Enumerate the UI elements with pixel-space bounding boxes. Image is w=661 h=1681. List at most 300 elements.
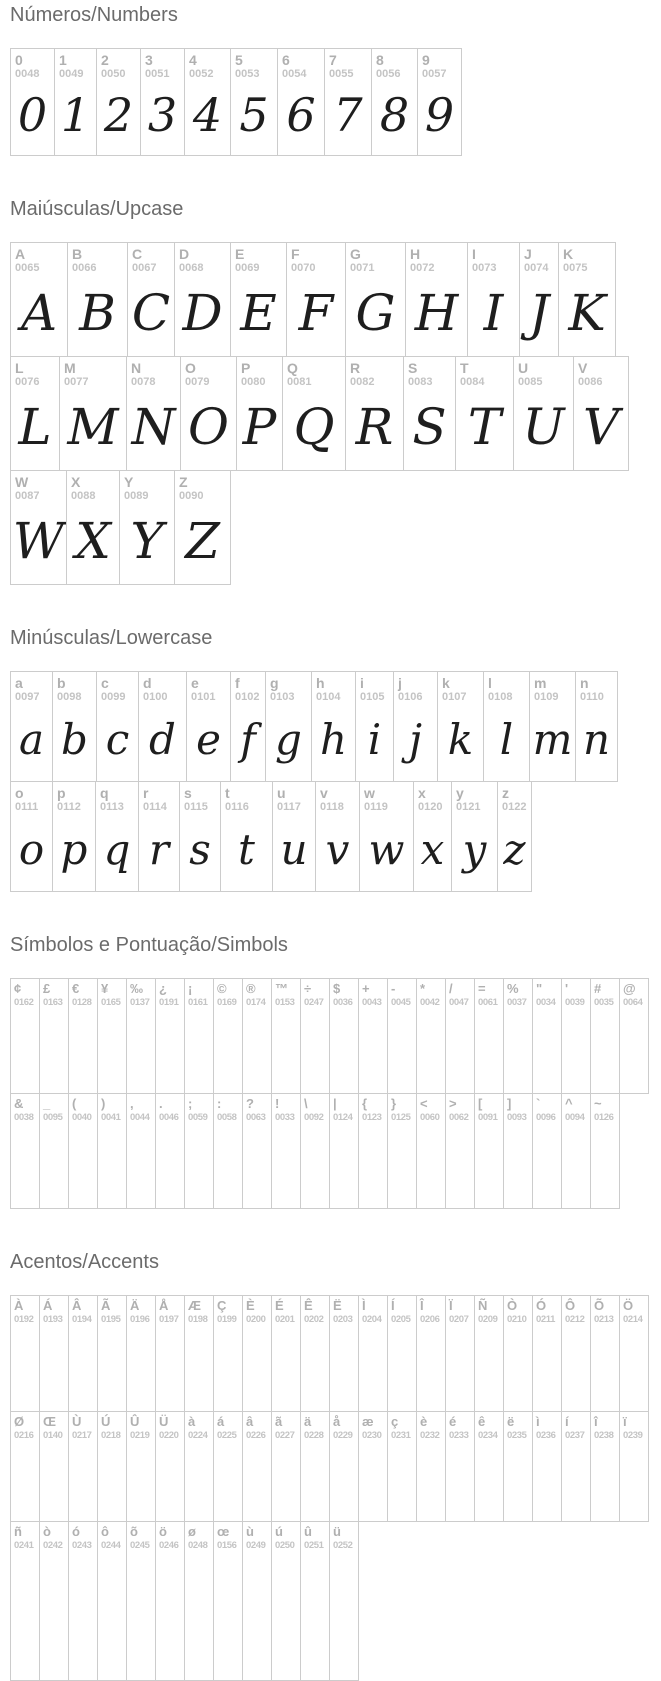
- cell-label: [127, 1412, 155, 1442]
- cell-unicode-code: 0058: [217, 1111, 237, 1123]
- cell-character-label: t: [225, 785, 230, 801]
- cell-character-label: ò: [43, 1524, 51, 1539]
- cell-glyph-preview: [69, 1442, 97, 1521]
- cell-character-label: æ: [362, 1414, 374, 1429]
- cell-character-label: ü: [333, 1524, 341, 1539]
- cell-glyph-preview: g: [275, 714, 302, 764]
- cell-label: [388, 1296, 416, 1326]
- cell-label: [356, 672, 393, 705]
- cell-character-label: 3: [145, 52, 153, 68]
- cell-character-label: ': [565, 981, 569, 996]
- cell-glyph-preview: D: [182, 283, 223, 342]
- cell-character-label: ÷: [304, 981, 312, 996]
- cell-glyph-preview: L: [18, 397, 52, 456]
- cell-label: [185, 1094, 213, 1124]
- cell-glyph-preview: [156, 1326, 184, 1411]
- cell-character-label: .: [159, 1096, 163, 1111]
- cell-unicode-code: 0213: [594, 1313, 614, 1325]
- glyph-cell: [230, 671, 266, 782]
- glyph-cell: [184, 1295, 214, 1412]
- cell-label: [40, 1296, 68, 1326]
- cell-label: [243, 1296, 271, 1326]
- cell-label: [98, 1094, 126, 1124]
- cell-glyph-preview: [243, 1326, 271, 1411]
- cell-character-label: Ö: [623, 1298, 634, 1313]
- cell-character-label: ¿: [159, 981, 167, 996]
- cell-character-label: K: [563, 246, 574, 262]
- cell-unicode-code: 0076: [15, 376, 40, 389]
- cell-label: [316, 782, 359, 815]
- cell-glyph-preview: [11, 1009, 39, 1093]
- glyph-cell: [455, 356, 514, 471]
- cell-label: [156, 1094, 184, 1124]
- cell-label: [359, 1296, 387, 1326]
- cell-character-label: w: [364, 785, 375, 801]
- glyph-cell: [513, 356, 574, 471]
- cell-unicode-code: 0067: [132, 262, 157, 275]
- cell-unicode-code: 0050: [101, 68, 126, 81]
- cell-label: [475, 1296, 503, 1326]
- cell-character-label: ú: [275, 1524, 283, 1539]
- glyph-cell: [230, 242, 287, 357]
- glyph-cell: [315, 781, 360, 892]
- cell-glyph-preview: [40, 1442, 68, 1521]
- cell-glyph-preview: [533, 1442, 561, 1521]
- glyph-cell: [355, 671, 394, 782]
- cell-glyph-preview: N: [131, 397, 176, 456]
- glyph-cell: [68, 1521, 98, 1681]
- cell-unicode-code: 0077: [64, 376, 89, 389]
- cell-unicode-code: 0195: [101, 1313, 121, 1325]
- glyph-cell: [393, 671, 438, 782]
- cell-label: [418, 49, 461, 82]
- glyph-cell: [403, 356, 456, 471]
- cell-label: [272, 1412, 300, 1442]
- cell-glyph-preview: R: [355, 397, 394, 456]
- cell-unicode-code: 0236: [536, 1429, 556, 1441]
- cell-unicode-code: 0086: [578, 376, 603, 389]
- cell-glyph-preview: [214, 1009, 242, 1093]
- glyph-cell: [590, 1093, 620, 1209]
- cell-label: [504, 979, 532, 1009]
- cell-label: [272, 1094, 300, 1124]
- cell-character-label: 7: [329, 52, 337, 68]
- cell-glyph-preview: [446, 1326, 474, 1411]
- section-title-upcase: Maiúsculas/Upcase: [10, 198, 184, 220]
- section-title-lowercase: Minúsculas/Lowercase: [10, 627, 213, 649]
- cell-label: [98, 1522, 126, 1552]
- cell-glyph-preview: [330, 1009, 358, 1093]
- glyph-cell: [329, 1411, 359, 1522]
- cell-unicode-code: 0156: [217, 1539, 237, 1551]
- cell-unicode-code: 0119: [364, 801, 388, 814]
- cell-glyph-preview: [185, 1009, 213, 1093]
- cell-glyph-preview: [533, 1124, 561, 1208]
- cell-unicode-code: 0233: [449, 1429, 469, 1441]
- glyph-cell: [39, 978, 69, 1094]
- cell-label: [185, 1412, 213, 1442]
- cell-glyph-preview: [533, 1326, 561, 1411]
- glyph-cell: [10, 1093, 40, 1209]
- cell-glyph-preview: [185, 1442, 213, 1521]
- cell-unicode-code: 0100: [143, 691, 168, 704]
- glyph-cell: [230, 48, 278, 156]
- cell-label: [180, 782, 220, 815]
- cell-character-label: Í: [391, 1298, 395, 1313]
- cell-character-label: P: [241, 360, 251, 376]
- glyph-cell: [561, 1411, 591, 1522]
- cell-character-label: %: [507, 981, 519, 996]
- cell-label: [127, 1094, 155, 1124]
- cell-glyph-preview: [11, 1124, 39, 1208]
- cell-character-label: ‰: [130, 981, 143, 996]
- cell-label: [498, 782, 531, 815]
- cell-glyph-preview: [98, 1442, 126, 1521]
- cell-unicode-code: 0202: [304, 1313, 324, 1325]
- cell-character-label: ä: [304, 1414, 312, 1429]
- cell-character-label: \: [304, 1096, 308, 1111]
- cell-character-label: @: [623, 981, 636, 996]
- glyph-cell: [265, 671, 312, 782]
- cell-glyph-preview: [562, 1124, 590, 1208]
- cell-character-label: ì: [536, 1414, 540, 1429]
- cell-unicode-code: 0092: [304, 1111, 324, 1123]
- cell-glyph-preview: y: [462, 824, 487, 874]
- cell-glyph-preview: 5: [239, 88, 269, 143]
- cell-glyph-preview: J: [528, 283, 550, 342]
- cell-glyph-preview: [40, 1552, 68, 1680]
- cell-unicode-code: 0034: [536, 996, 556, 1008]
- glyph-row: [10, 356, 661, 471]
- cell-glyph-preview: 3: [147, 88, 178, 143]
- cell-character-label: 2: [101, 52, 109, 68]
- glyph-cell: [126, 1521, 156, 1681]
- cell-character-label: r: [143, 785, 149, 801]
- cell-glyph-preview: [417, 1326, 445, 1411]
- cell-character-label: ¡: [188, 981, 193, 996]
- cell-label: [272, 1296, 300, 1326]
- cell-character-label: ]: [507, 1096, 512, 1111]
- cell-glyph-preview: [388, 1009, 416, 1093]
- cell-label: [330, 1094, 358, 1124]
- cell-unicode-code: 0203: [333, 1313, 353, 1325]
- cell-glyph-preview: W: [12, 511, 65, 570]
- glyph-cell: [155, 978, 185, 1094]
- cell-character-label: 6: [282, 52, 290, 68]
- glyph-row: [10, 1295, 661, 1412]
- cell-unicode-code: 0153: [275, 996, 295, 1008]
- cell-character-label: î: [594, 1414, 598, 1429]
- glyph-cell: [184, 978, 214, 1094]
- section-title-numbers: Números/Numbers: [10, 4, 178, 26]
- cell-character-label: `: [536, 1096, 541, 1111]
- cell-character-label: Û: [130, 1414, 140, 1429]
- glyph-cell: [10, 48, 55, 156]
- glyph-cell: [180, 356, 237, 471]
- cell-label: [214, 1296, 242, 1326]
- cell-character-label: H: [410, 246, 421, 262]
- cell-label: [272, 979, 300, 1009]
- glyph-cell: [10, 781, 53, 892]
- glyph-cell: [474, 1411, 504, 1522]
- cell-label: [394, 672, 437, 705]
- cell-unicode-code: 0251: [304, 1539, 324, 1551]
- cell-character-label: N: [131, 360, 142, 376]
- cell-character-label: C: [132, 246, 143, 262]
- glyph-cell: [561, 978, 591, 1094]
- glyph-cell: [213, 1411, 243, 1522]
- cell-unicode-code: 0063: [246, 1111, 266, 1123]
- cell-character-label: E: [235, 246, 245, 262]
- cell-label: [243, 1094, 271, 1124]
- cell-unicode-code: 0161: [188, 996, 208, 1008]
- glyph-cell: [532, 1093, 562, 1209]
- cell-character-label: ã: [275, 1414, 283, 1429]
- cell-character-label: ë: [507, 1414, 515, 1429]
- cell-label: [562, 1094, 590, 1124]
- cell-unicode-code: 0071: [350, 262, 375, 275]
- cell-glyph-preview: [562, 1442, 590, 1521]
- cell-unicode-code: 0068: [179, 262, 204, 275]
- cell-unicode-code: 0163: [43, 996, 63, 1008]
- glyph-cell: [126, 978, 156, 1094]
- cell-glyph-preview: w: [368, 824, 405, 874]
- cell-unicode-code: 0060: [420, 1111, 440, 1123]
- cell-unicode-code: 0056: [376, 68, 401, 81]
- cell-label: [98, 979, 126, 1009]
- cell-character-label: I: [472, 246, 476, 262]
- cell-label: [214, 979, 242, 1009]
- cell-character-label: T: [460, 360, 469, 376]
- cell-unicode-code: 0085: [518, 376, 543, 389]
- cell-unicode-code: 0209: [478, 1313, 498, 1325]
- cell-label: [533, 1296, 561, 1326]
- cell-character-label: a: [15, 675, 23, 691]
- cell-label: [185, 49, 230, 82]
- cell-unicode-code: 0107: [442, 691, 467, 704]
- glyph-cell: [405, 242, 468, 357]
- cell-character-label: À: [14, 1298, 24, 1313]
- cell-character-label: È: [246, 1298, 255, 1313]
- cell-unicode-code: 0232: [420, 1429, 440, 1441]
- cell-unicode-code: 0069: [235, 262, 260, 275]
- cell-character-label: 9: [422, 52, 430, 68]
- cell-unicode-code: 0243: [72, 1539, 92, 1551]
- cell-label: [55, 49, 96, 82]
- section-upcase: [0, 198, 661, 585]
- cell-unicode-code: 0055: [329, 68, 354, 81]
- cell-glyph-preview: [620, 1326, 648, 1411]
- cell-unicode-code: 0101: [191, 691, 216, 704]
- cell-label: [417, 979, 445, 1009]
- cell-glyph-preview: C: [131, 283, 171, 342]
- cell-glyph-preview: [69, 1552, 97, 1680]
- cell-label: [214, 1094, 242, 1124]
- cell-label: [98, 1412, 126, 1442]
- cell-glyph-preview: j: [408, 714, 423, 764]
- cell-unicode-code: 0111: [15, 801, 39, 814]
- cell-glyph-preview: t: [238, 824, 255, 874]
- cell-character-label: :: [217, 1096, 222, 1111]
- cell-character-label: !: [275, 1096, 280, 1111]
- cell-character-label: Ï: [449, 1298, 453, 1313]
- cell-label: [283, 357, 345, 390]
- cell-unicode-code: 0079: [185, 376, 210, 389]
- glyph-cell: [97, 1521, 127, 1681]
- cell-glyph-preview: [214, 1124, 242, 1208]
- cell-unicode-code: 0097: [15, 691, 40, 704]
- glyph-cell: [220, 781, 273, 892]
- glyph-cell: [95, 781, 139, 892]
- cell-label: [231, 243, 286, 276]
- cell-character-label: 0: [15, 52, 23, 68]
- cell-label: [237, 357, 282, 390]
- cell-label: [414, 782, 451, 815]
- cell-character-label: é: [449, 1414, 457, 1429]
- cell-unicode-code: 0095: [43, 1111, 63, 1123]
- glyph-cell: [503, 1411, 533, 1522]
- cell-unicode-code: 0250: [275, 1539, 295, 1551]
- cell-glyph-preview: 7: [333, 88, 363, 143]
- cell-unicode-code: 0201: [275, 1313, 295, 1325]
- cell-glyph-preview: 9: [424, 88, 455, 143]
- cell-label: [388, 1094, 416, 1124]
- cell-character-label: á: [217, 1414, 225, 1429]
- cell-glyph-preview: [330, 1552, 358, 1680]
- glyph-cell: [451, 781, 498, 892]
- cell-character-label: k: [442, 675, 450, 691]
- cell-glyph-preview: [301, 1442, 329, 1521]
- cell-unicode-code: 0115: [184, 801, 208, 814]
- cell-label: [181, 357, 236, 390]
- cell-unicode-code: 0225: [217, 1429, 237, 1441]
- cell-glyph-preview: [272, 1552, 300, 1680]
- cell-unicode-code: 0162: [14, 996, 34, 1008]
- cell-label: [574, 357, 628, 390]
- cell-label: [53, 672, 96, 705]
- cell-label: [514, 357, 573, 390]
- cell-glyph-preview: [127, 1124, 155, 1208]
- cell-label: [559, 243, 615, 276]
- cell-label: [325, 49, 371, 82]
- cell-label: [11, 243, 67, 276]
- cell-character-label: $: [333, 981, 341, 996]
- cell-character-label: Å: [159, 1298, 169, 1313]
- cell-glyph-preview: [185, 1326, 213, 1411]
- glyph-cell: [271, 1093, 301, 1209]
- cell-glyph-preview: [359, 1326, 387, 1411]
- glyph-cell: [242, 1295, 272, 1412]
- cell-character-label: W: [15, 474, 29, 490]
- cell-unicode-code: 0204: [362, 1313, 382, 1325]
- glyph-row: [10, 470, 661, 585]
- glyph-cell: [54, 48, 97, 156]
- glyph-grid-numbers: [10, 48, 661, 156]
- glyph-cell: [387, 1093, 417, 1209]
- glyph-cell: [140, 48, 185, 156]
- cell-label: [562, 1296, 590, 1326]
- cell-unicode-code: 0099: [101, 691, 126, 704]
- glyph-cell: [358, 1093, 388, 1209]
- glyph-cell: [561, 1295, 591, 1412]
- glyph-cell: [282, 356, 346, 471]
- cell-glyph-preview: [11, 1552, 39, 1680]
- cell-label: [452, 782, 497, 815]
- cell-character-label: Â: [72, 1298, 82, 1313]
- cell-unicode-code: 0047: [449, 996, 469, 1008]
- cell-unicode-code: 0194: [72, 1313, 92, 1325]
- cell-unicode-code: 0112: [57, 801, 81, 814]
- cell-unicode-code: 0070: [291, 262, 316, 275]
- glyph-cell: [519, 242, 559, 357]
- cell-unicode-code: 0216: [14, 1429, 34, 1441]
- cell-unicode-code: 0140: [43, 1429, 63, 1441]
- cell-label: [67, 471, 119, 504]
- glyph-cell: [445, 1093, 475, 1209]
- cell-character-label: *: [420, 981, 426, 996]
- cell-character-label: û: [304, 1524, 312, 1539]
- cell-character-label: å: [333, 1414, 341, 1429]
- glyph-cell: [286, 242, 346, 357]
- cell-label: [504, 1094, 532, 1124]
- cell-character-label: ,: [130, 1096, 134, 1111]
- section-numbers: [0, 4, 661, 156]
- glyph-cell: [213, 1295, 243, 1412]
- cell-unicode-code: 0212: [565, 1313, 585, 1325]
- cell-label: [40, 1522, 68, 1552]
- cell-character-label: â: [246, 1414, 254, 1429]
- glyph-cell: [174, 242, 231, 357]
- glyph-cell: [10, 242, 68, 357]
- cell-label: [53, 782, 95, 815]
- cell-unicode-code: 0094: [565, 1111, 585, 1123]
- cell-glyph-preview: [591, 1009, 619, 1093]
- glyph-cell: [67, 242, 128, 357]
- cell-glyph-preview: [98, 1124, 126, 1208]
- cell-label: [69, 1094, 97, 1124]
- cell-unicode-code: 0045: [391, 996, 411, 1008]
- cell-glyph-preview: f: [240, 714, 256, 764]
- cell-character-label: à: [188, 1414, 196, 1429]
- cell-unicode-code: 0057: [422, 68, 447, 81]
- cell-label: [185, 1296, 213, 1326]
- cell-label: [533, 979, 561, 1009]
- cell-unicode-code: 0229: [333, 1429, 353, 1441]
- section-symbols: [0, 934, 661, 1209]
- cell-label: [68, 243, 127, 276]
- cell-unicode-code: 0211: [536, 1313, 556, 1325]
- cell-glyph-preview: A: [20, 283, 58, 342]
- glyph-cell: [345, 242, 406, 357]
- cell-glyph-preview: [446, 1124, 474, 1208]
- cell-glyph-preview: F: [298, 283, 334, 342]
- glyph-cell: [329, 1521, 359, 1681]
- cell-character-label: f: [235, 675, 240, 691]
- cell-character-label: Ü: [159, 1414, 169, 1429]
- cell-label: [484, 672, 529, 705]
- cell-label: [231, 672, 265, 705]
- glyph-cell: [359, 781, 414, 892]
- cell-unicode-code: 0249: [246, 1539, 266, 1551]
- cell-character-label: 1: [59, 52, 67, 68]
- cell-glyph-preview: [272, 1326, 300, 1411]
- cell-label: [346, 243, 405, 276]
- cell-unicode-code: 0113: [100, 801, 124, 814]
- cell-character-label: Ê: [304, 1298, 313, 1313]
- cell-label: [266, 672, 311, 705]
- cell-unicode-code: 0120: [418, 801, 443, 814]
- cell-glyph-preview: K: [568, 283, 606, 342]
